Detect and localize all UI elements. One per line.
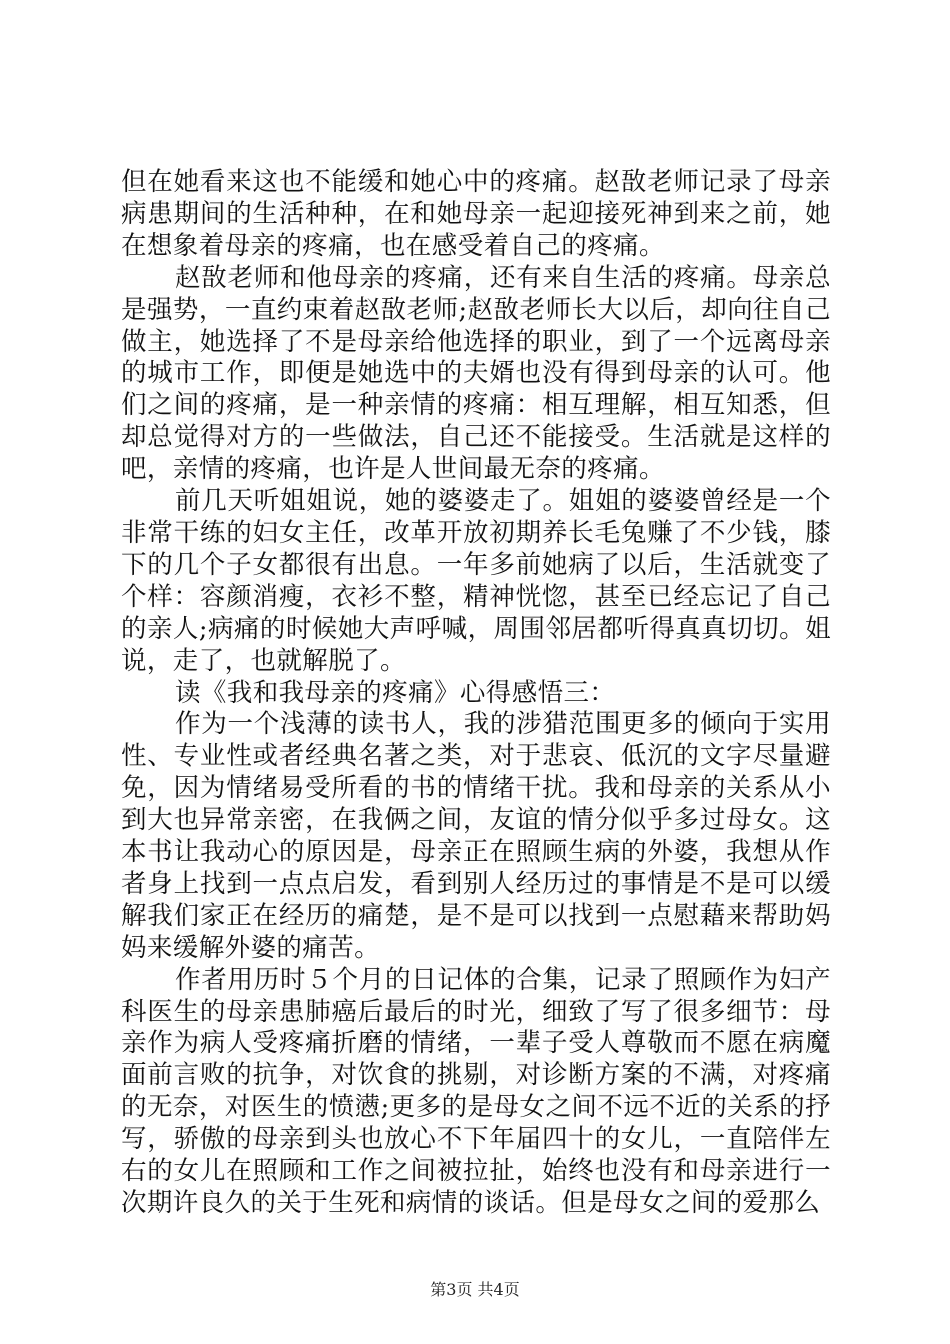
body-text [121,167,831,1220]
paragraph-mother-pain: 赵敔老师和他母亲的疼痛，还有来自生活的疼痛。母亲总是强势，一直约束着赵敔老师;赵敔老师长大以后，却向往自己做主，她选择了不是母亲给他选择的职业，到了一个远离母亲的城市工作，即便是她选中的夫婿也没有得到母亲的认可。他们之间的疼痛，是一种亲情的疼痛：相互理解，相互知悉，但却总觉得对方的一些做法，自己还不能接受。生活就是这样的吧，亲情的疼痛，也许是人世间最无奈的疼痛。 [121,262,831,485]
section-heading: 读《我和我母亲的疼痛》心得感悟三： [175,677,616,708]
page-number-footer: 第3页 共4页 [430,1280,520,1299]
paragraph-continuation: 但在她看来这也不能缓和她心中的疼痛。赵敔老师记录了母亲病患期间的生活种种，在和她母亲一起迎接死神到来之前，她在想象着母亲的疼痛，也在感受着自己的疼痛。 [121,167,831,261]
paragraph-reader-reflection: 作为一个浅薄的读书人，我的涉猎范围更多的倾向于实用性、专业性或者经典名著之类，对于悲哀、低沉的文字尽量避免，因为情绪易受所看的书的情绪干扰。我和母亲的关系从小到大也异常亲密，在我俩之间，友谊的情分似乎多过母女。这本书让我动心的原因是，母亲正在照顾生病的外婆，我想从作者身上找到一点点启发，看到别人经历过的事情是不是可以缓解我们家正在经历的痛楚，是不是可以找到一点慰藉来帮助妈妈来缓解外婆的痛苦。 [121,709,831,963]
paragraph-author-diary: 作者用历时５个月的日记体的合集，记录了照顾作为妇产科医生的母亲患肺癌后最后的时光，细致了写了很多细节：母亲作为病人受疼痛折磨的情绪，一辈子受人尊敬而不愿在病魔面前言败的抗争，对饮食的挑剔，对诊断方案的不满，对疼痛的无奈，对医生的愤懑;更多的是母女之间不远不近的关系的抒写，骄傲的母亲到头也放心不下年届四十的女儿，一直陪伴左右的女儿在照顾和工作之间被拉扯，始终也没有和母亲进行一次期许良久的关于生死和病情的谈话。但是母女之间的爱那么 [121,964,831,1218]
paragraph-sister-mother-in-law: 前几天听姐姐说，她的婆婆走了。姐姐的婆婆曾经是一个非常干练的妇女主任，改革开放初期养长毛兔赚了不少钱，膝下的几个子女都很有出息。一年多前她病了以后，生活就变了个样：容颜消瘦，衣衫不整，精神恍惚，甚至已经忘记了自己的亲人;病痛的时候她大声呼喊，周围邻居都听得真真切切。姐说，走了，也就解脱了。 [121,486,831,676]
